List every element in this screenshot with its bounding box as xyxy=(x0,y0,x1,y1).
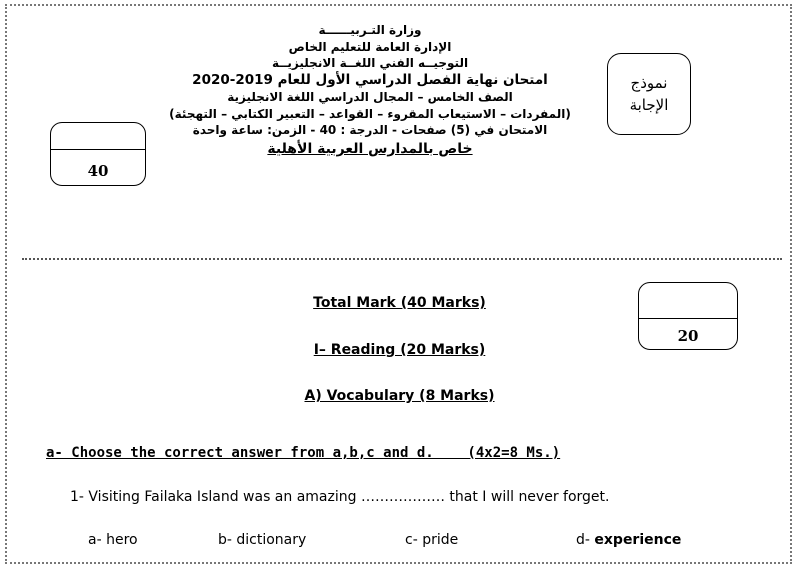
header-ministry: وزارة التـربيــــــة xyxy=(318,23,422,37)
header-exam-title: امتحان نهاية الفصل الدراسي الأول للعام 2019-2020 xyxy=(192,72,548,89)
header-grade: الصف الخامس – المجال الدراسي اللغة الانجليزية xyxy=(227,89,513,104)
reading-mark-value: 20 xyxy=(677,327,699,345)
header-school-type: خاص بالمدارس العربية الأهلية xyxy=(267,140,473,157)
section-divider xyxy=(22,258,782,260)
total-mark-title: Total Mark (40 Marks) xyxy=(313,295,486,311)
mark-box-divider xyxy=(51,149,145,150)
total-mark-value: 40 xyxy=(87,162,109,180)
option-b: b- dictionary xyxy=(218,532,307,548)
question-1-text: 1- Visiting Failaka Island was an amazing ……………… that I will never forget. xyxy=(70,489,610,505)
model-box-line2: الإجابة xyxy=(629,96,669,114)
reading-title: I– Reading (20 Marks) xyxy=(313,342,486,358)
option-c: c- pride xyxy=(405,532,459,548)
model-box-line1: نموذج xyxy=(630,74,668,92)
reading-mark-box xyxy=(638,282,738,350)
header-components: (المفردات – الاستيعاب المقروء – القواعد – التعبير الكتابي – التهجئة) xyxy=(169,106,571,121)
exam-header xyxy=(160,22,580,158)
vocabulary-title: A) Vocabulary (8 Marks) xyxy=(304,388,495,404)
mark-box-divider xyxy=(639,318,737,319)
header-supervision: التوجيــه الفني اللغــة الانجليزيــة xyxy=(271,56,469,71)
instruction-text: a- Choose the correct answer from a,b,c and d. (4x2=8 Ms.) xyxy=(46,445,561,461)
option-a: a- hero xyxy=(88,532,138,548)
answer-model-box xyxy=(607,53,691,135)
header-exam-info: الامتحان في (5) صفحات - الدرجة : 40 - الزمن: ساعة واحدة xyxy=(192,123,548,138)
header-department: الإدارة العامة للتعليم الخاص xyxy=(288,39,452,54)
total-mark-box xyxy=(50,122,146,186)
option-d: d- experience xyxy=(576,532,682,548)
